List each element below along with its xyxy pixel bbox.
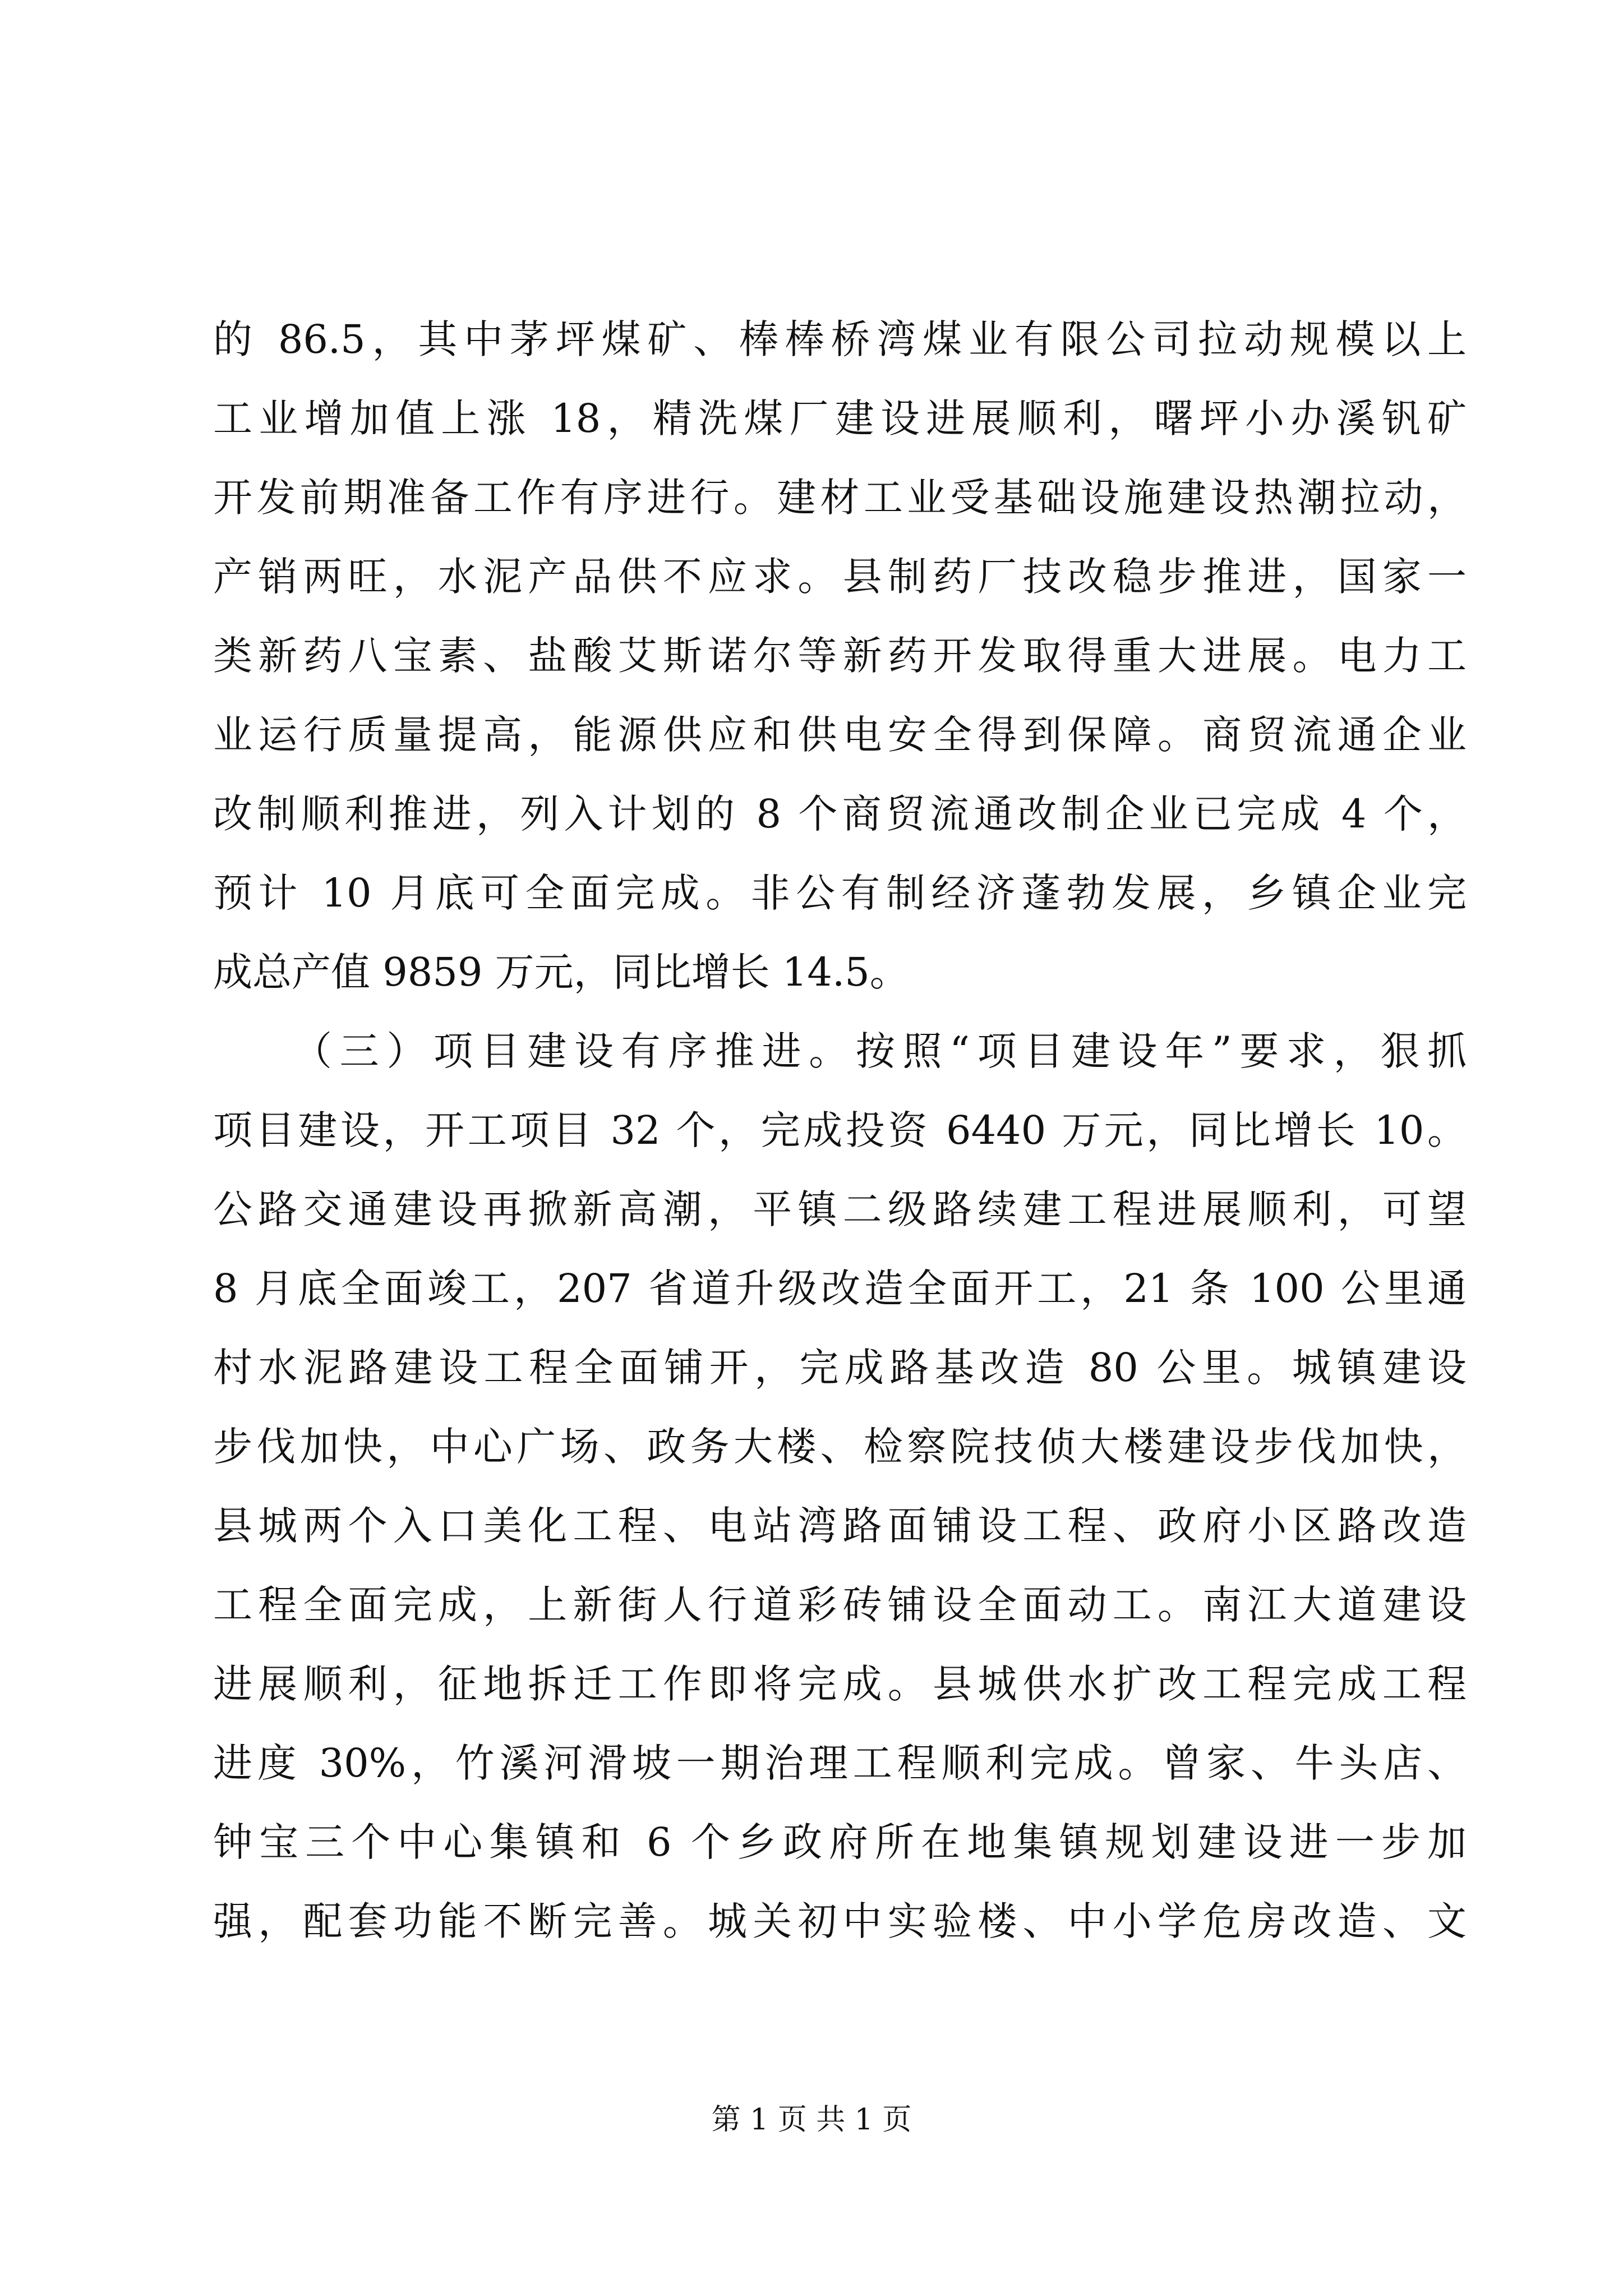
text-line: 村水泥路建设工程全面铺开，完成路基改造 80 公里。城镇建设 (213, 1345, 1467, 1391)
text-line: 预计 10 月底可全面完成。非公有制经济蓬勃发展，乡镇企业完 (213, 870, 1467, 916)
text-line: 8 月底全面竣工，207 省道升级改造全面开工，21 条 100 公里通 (213, 1266, 1467, 1312)
text-line: （三）项目建设有序推进。按照“项目建设年”要求，狠抓 (293, 1028, 1467, 1074)
page-footer: 第 1 页 共 1 页 (711, 2103, 912, 2137)
text-line: 类新药八宝素、盐酸艾斯诺尔等新药开发取得重大进展。电力工 (213, 633, 1467, 679)
text-line: 工程全面完成，上新街人行道彩砖铺设全面动工。南江大道建设 (213, 1582, 1467, 1628)
text-line: 开发前期准备工作有序进行。建材工业受基础设施建设热潮拉动， (213, 475, 1467, 521)
text-line: 进展顺利，征地拆迁工作即将完成。县城供水扩改工程完成工程 (213, 1661, 1467, 1707)
text-line: 县城两个入口美化工程、电站湾路面铺设工程、政府小区路改造 (213, 1503, 1467, 1549)
text-line: 钟宝三个中心集镇和 6 个乡政府所在地集镇规划建设进一步加 (213, 1819, 1467, 1865)
text-line: 强，配套功能不断完善。城关初中实验楼、中小学危房改造、文 (213, 1898, 1467, 1944)
text-line: 成总产值 9859 万元，同比增长 14.5。 (213, 949, 909, 995)
text-line: 公路交通建设再掀新高潮，平镇二级路续建工程进展顺利，可望 (213, 1186, 1467, 1232)
text-line: 步伐加快，中心广场、政务大楼、检察院技侦大楼建设步伐加快， (213, 1424, 1467, 1470)
text-line: 改制顺利推进，列入计划的 8 个商贸流通改制企业已完成 4 个， (213, 791, 1467, 837)
text-line: 进度 30%，竹溪河滑坡一期治理工程顺利完成。曾家、牛头店、 (213, 1740, 1467, 1786)
text-line: 项目建设，开工项目 32 个，完成投资 6440 万元，同比增长 10。 (213, 1107, 1467, 1153)
text-line: 业运行质量提高，能源供应和供电安全得到保障。商贸流通企业 (213, 712, 1467, 758)
text-line: 工业增加值上涨 18，精洗煤厂建设进展顺利，曙坪小办溪钒矿 (213, 395, 1467, 441)
text-line: 产销两旺，水泥产品供不应求。县制药厂技改稳步推进，国家一 (213, 554, 1467, 600)
text-line: 的 86.5，其中茅坪煤矿、棒棒桥湾煤业有限公司拉动规模以上 (213, 316, 1467, 362)
body-text (213, 300, 1467, 1961)
